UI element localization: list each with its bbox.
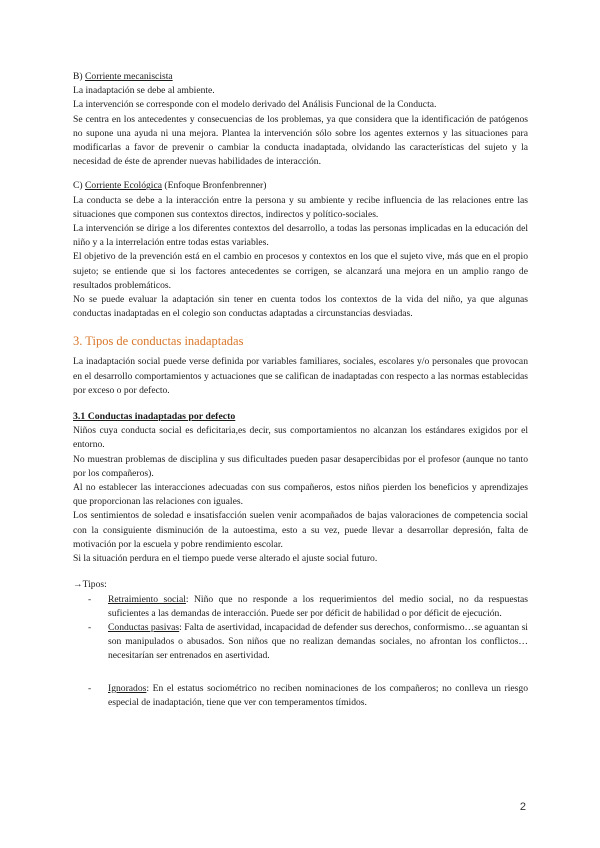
section-3-1-para-3: Al no establecer las interacciones adecuadas con sus compañeros, estos niños pierden los beneficios y aprendizajes que proporcionan las relaciones con iguales.: [73, 482, 528, 508]
type-term: Conductas pasivas: [108, 621, 180, 633]
section-3-heading: 3. Tipos de conductas inadaptadas: [73, 334, 244, 349]
page-number: 2: [519, 801, 526, 813]
section-b-title: Corriente mecaniscista: [85, 71, 173, 82]
spacer: [73, 566, 528, 578]
type-term: Retraimiento social: [108, 593, 186, 605]
section-c-para-3: El objetivo de la prevención está en el cambio en procesos y contextos en los que el sujeto vive, más que en el propio sujeto; se entiende que si los factores antecedentes se corrigen, se alcanzará una mejora en un amplio rango de resultados problemáticos.: [73, 251, 528, 291]
dash-bullet: -: [88, 621, 92, 633]
page-content: [73, 70, 528, 710]
section-c-letter: C): [73, 180, 83, 192]
section-3-1-para-5: Si la situación perdura en el tiempo puede verse alterado el ajuste social futuro.: [73, 553, 378, 565]
types-list: [73, 593, 528, 710]
section-c-para-2: La intervención se dirige a los diferentes contextos del desarrollo, a todas las personas implicadas en la educación del niño y a la interrelación entre todas estas variables.: [73, 223, 528, 249]
list-item: [73, 682, 528, 710]
section-b-heading: [73, 70, 528, 84]
section-b-para-1: La inadaptación se debe al ambiente.: [73, 85, 215, 97]
dash-bullet: -: [88, 593, 92, 605]
list-item: [73, 621, 528, 664]
type-text: : En el estatus sociométrico no reciben nominaciones de los compañeros; no conlleva un riesgo especial de inadaptación, tiene que ver con temperamentos tímidos.: [108, 682, 528, 708]
section-3-1-para-2: No muestran problemas de disciplina y sus dificultades pueden pasar desapercibidas por el profesor (aunque no tanto por los compañeros).: [73, 453, 528, 479]
spacer: [73, 169, 528, 179]
section-c-subtitle: (Enfoque Bronfenbrenner): [164, 180, 267, 192]
list-item: [73, 593, 528, 621]
section-c-para-1: La conducta se debe a la interacción entre la persona y su ambiente y recibe influencia de las relaciones entre las situaciones que componen sus contextos directos, indirectos y político-sociales.: [73, 194, 528, 220]
spacer: [73, 398, 528, 410]
section-b-para-2: La intervención se corresponde con el modelo derivado del Análisis Funcional de la Conducta.: [73, 99, 437, 111]
section-c-heading: [73, 179, 528, 193]
section-3-1-para-1: Niños cuya conducta social es deficitaria,es decir, sus comportamientos no alcanzan los estándares exigidos por el entorno.: [73, 425, 528, 451]
section-3-1-para-4: Los sentimientos de soledad e insatisfacción suelen venir acompañados de bajas valoraciones de competencia social con la consiguiente disminución de la autoestima, esto a su vez, puede llevar a desarrollar depresión, falta de motivación por la escuela y pobre rendimiento escolar.: [73, 510, 528, 550]
section-c-para-4: No se puede evaluar la adaptación sin tener en cuenta todos los contextos de la vida del niño, ya que algunas conductas inadaptadas en el colegio son conductas adaptadas a circunstancias desviadas.: [73, 294, 528, 320]
type-term: Ignorados: [108, 682, 147, 694]
type-text: : Niño que no responde a los requerimientos del medio social, no da respuestas suficientes a las demandas de interacción. Puede ser por déficit de habilidad o por déficit de ejecución.: [108, 593, 528, 619]
section-c-title: Corriente Ecológica: [85, 180, 162, 192]
section-b-letter: B): [73, 71, 83, 82]
section-b-para-3: Se centra en los antecedentes y consecuencias de los problemas, ya que considera que la identificación de patógenos no supone una ayuda ni una mejora. Plantea la intervención sólo sobre los agentes externos y las situaciones para modificarlas a favor de prevenir o cambiar la conducta inadaptada, olvidando las características del sujeto y la necesidad de éste de aprender nuevas habilidades de interacción.: [73, 113, 528, 168]
dash-bullet: -: [88, 682, 92, 694]
section-3-1-heading: 3.1 Conductas inadaptadas por defecto: [73, 411, 236, 423]
types-label: →Tipos:: [73, 579, 107, 591]
type-text: : Falta de asertividad, incapacidad de defender sus derechos, conformismo…se aguantan si son manipulados o abusados. Son niños que no realizan demandas sociales, no afrontan los conflictos… necesitarían ser entrenados en asertividad.: [108, 621, 528, 662]
section-3-intro: La inadaptación social puede verse definida por variables familiares, sociales, escolares y/o personales que provocan en el desarrollo comportamientos y actuaciones que se califican de inadaptadas con respecto a las normas establecidas por exceso o por defecto.: [73, 356, 528, 396]
spacer: [73, 321, 528, 333]
